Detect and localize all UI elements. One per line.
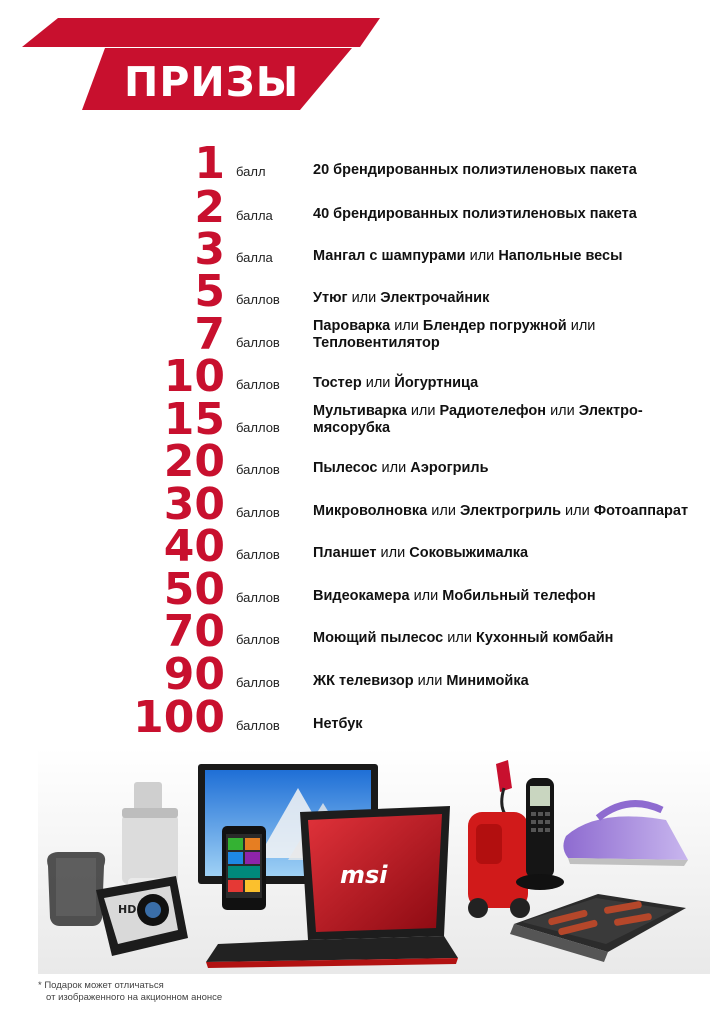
prize-or-separator: или bbox=[361, 375, 395, 391]
prize-or-separator: или bbox=[390, 318, 423, 334]
prize-points: 90 bbox=[163, 649, 225, 700]
prize-item-name: Радиотелефон bbox=[439, 403, 547, 419]
prize-item-name: Напольные весы bbox=[498, 248, 623, 264]
prize-description bbox=[313, 162, 713, 179]
prize-item-name: Йогуртница bbox=[394, 375, 479, 391]
prize-item-name: Электро-мясорубка bbox=[313, 403, 643, 436]
prize-points: 5 bbox=[194, 266, 225, 317]
prize-description bbox=[313, 673, 713, 690]
prize-points: 3 bbox=[194, 224, 225, 275]
prize-item-name: Соковыжималка bbox=[409, 545, 529, 561]
prize-item-name: Мобильный телефон bbox=[442, 588, 596, 604]
footnote bbox=[38, 980, 222, 1004]
prize-points: 7 bbox=[194, 309, 225, 360]
prize-or-separator: или bbox=[409, 588, 443, 604]
prize-points: 20 bbox=[163, 436, 225, 487]
prize-points-unit: баллов bbox=[236, 718, 280, 733]
prizes-photo bbox=[38, 748, 710, 974]
prize-or-separator: или bbox=[406, 403, 440, 419]
prize-description bbox=[313, 588, 713, 605]
prize-description bbox=[313, 545, 713, 562]
prize-item-name: Электрогриль bbox=[459, 503, 562, 519]
prize-item-name: Минимойка bbox=[446, 673, 529, 689]
header-banner bbox=[0, 0, 723, 120]
prize-item-name: Мангал с шампурами bbox=[313, 248, 466, 264]
prize-or-separator: или bbox=[443, 630, 476, 646]
prize-or-separator: или bbox=[465, 248, 499, 264]
prize-or-separator: или bbox=[561, 503, 594, 519]
prize-points: 100 bbox=[133, 692, 225, 743]
prize-points: 50 bbox=[163, 564, 225, 615]
prize-or-separator: или bbox=[546, 403, 579, 419]
prize-points: 70 bbox=[163, 606, 225, 657]
prize-item-name: Тепловентилятор bbox=[313, 335, 440, 351]
prize-description bbox=[313, 460, 713, 477]
camera-hd-label: HD bbox=[118, 903, 137, 916]
smartphone-image bbox=[222, 826, 266, 910]
prize-points: 40 bbox=[163, 521, 225, 572]
prize-item-name: Фотоаппарат bbox=[593, 503, 689, 519]
prize-points-unit: баллов bbox=[236, 632, 280, 647]
prize-points: 15 bbox=[163, 394, 225, 445]
prize-points-unit: баллов bbox=[236, 675, 280, 690]
prize-or-separator: или bbox=[566, 318, 596, 334]
prize-or-separator: или bbox=[377, 460, 411, 476]
prize-item-name: Планшет bbox=[313, 545, 377, 561]
page-title: ПРИЗЫ bbox=[124, 58, 300, 106]
prize-description bbox=[313, 630, 713, 647]
prize-item-name: Видеокамера bbox=[313, 588, 410, 604]
prize-points-unit: баллов bbox=[236, 462, 280, 477]
laptop-logo: msi bbox=[340, 861, 388, 889]
prize-points-unit: балл bbox=[236, 164, 266, 179]
kettle-image bbox=[47, 852, 105, 926]
prize-points-unit: баллов bbox=[236, 547, 280, 562]
prize-points-unit: баллов bbox=[236, 377, 280, 392]
prize-item-name: Мультиварка bbox=[313, 403, 407, 419]
prize-points-unit: баллов bbox=[236, 335, 280, 350]
prize-or-separator: или bbox=[376, 545, 410, 561]
footnote-line-1: * Подарок может отличаться bbox=[38, 980, 164, 991]
prize-description bbox=[313, 248, 713, 265]
prize-or-separator: или bbox=[427, 503, 460, 519]
prize-item-name: ЖК телевизор bbox=[313, 673, 414, 689]
prize-item-name: 20 брендированных полиэтиленовых пакета bbox=[313, 162, 637, 178]
prize-item-name: Микроволновка bbox=[313, 503, 428, 519]
prize-item-name: Утюг bbox=[313, 290, 348, 306]
prize-points-unit: баллов bbox=[236, 292, 280, 307]
prize-points-unit: балла bbox=[236, 208, 273, 223]
prize-points-unit: балла bbox=[236, 250, 273, 265]
prize-description bbox=[313, 375, 713, 392]
prize-points-unit: баллов bbox=[236, 505, 280, 520]
prize-points-unit: баллов bbox=[236, 590, 280, 605]
prize-item-name: Кухонный комбайн bbox=[475, 630, 614, 646]
prize-description bbox=[313, 716, 713, 733]
prize-item-name: Тостер bbox=[313, 375, 362, 391]
prize-points: 30 bbox=[163, 479, 225, 530]
prize-item-name: Пароварка bbox=[313, 318, 391, 334]
prize-points: 1 bbox=[194, 138, 225, 189]
footnote-line-2: от изображенного на акционном анонсе bbox=[46, 992, 223, 1003]
prize-item-name: Аэрогриль bbox=[410, 460, 489, 476]
prize-item-name: Нетбук bbox=[313, 716, 363, 732]
prize-or-separator: или bbox=[413, 673, 447, 689]
prize-description bbox=[313, 403, 713, 437]
prize-description bbox=[313, 290, 713, 307]
prize-item-name: Пылесос bbox=[313, 460, 378, 476]
prize-description bbox=[313, 503, 713, 520]
prize-description bbox=[313, 318, 713, 352]
prize-or-separator: или bbox=[347, 290, 381, 306]
prize-item-name: 40 брендированных полиэтиленовых пакета bbox=[313, 206, 637, 222]
prize-item-name: Электрочайник bbox=[380, 290, 490, 306]
prize-item-name: Блендер погружной bbox=[422, 318, 567, 334]
prize-item-name: Моющий пылесос bbox=[313, 630, 444, 646]
prize-points-unit: баллов bbox=[236, 420, 280, 435]
prize-points: 10 bbox=[163, 351, 225, 402]
prize-description bbox=[313, 206, 713, 223]
prize-points: 2 bbox=[194, 182, 225, 233]
